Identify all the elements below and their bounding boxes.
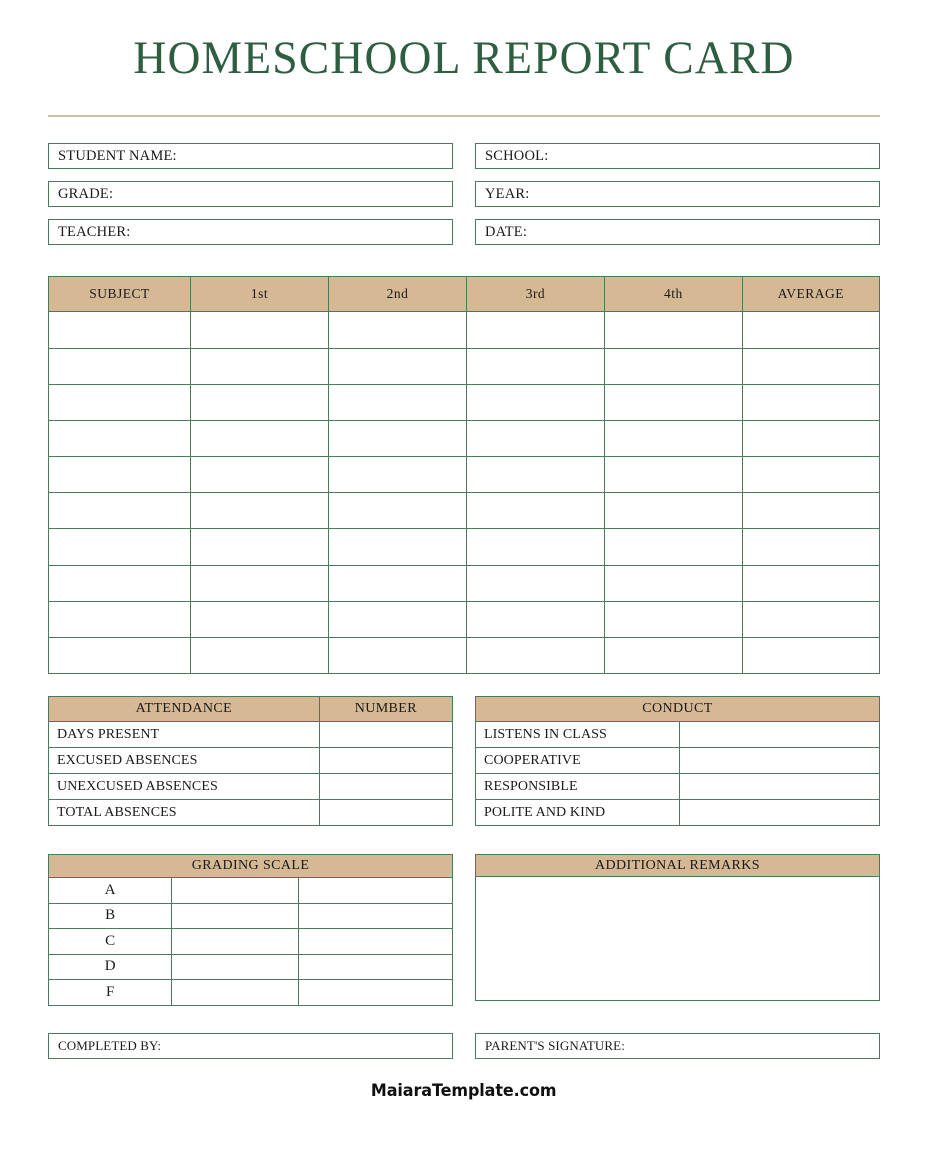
table-row	[49, 493, 880, 529]
attendance-value-total-absences[interactable]	[319, 800, 452, 826]
table-row	[49, 529, 880, 565]
field-parent-signature[interactable]	[475, 1033, 880, 1059]
field-label-completed-by: COMPLETED BY:	[58, 1037, 162, 1053]
remarks-body-row	[476, 877, 880, 1001]
grades-cell[interactable]	[191, 529, 329, 565]
conduct-value-cooperative[interactable]	[680, 748, 880, 774]
grading-scale-letter-b: B	[49, 903, 172, 929]
grades-cell[interactable]	[604, 565, 742, 601]
grades-body	[49, 312, 880, 674]
attendance-table	[48, 696, 453, 826]
table-row	[49, 980, 453, 1006]
attendance-header-label: ATTENDANCE	[49, 697, 320, 722]
grades-cell[interactable]	[49, 384, 191, 420]
field-label-school: SCHOOL:	[485, 147, 549, 164]
grades-cell[interactable]	[329, 457, 467, 493]
grades-cell[interactable]	[604, 384, 742, 420]
table-row	[49, 954, 453, 980]
attendance-label-excused-absences: EXCUSED ABSENCES	[49, 748, 320, 774]
grades-cell[interactable]	[191, 348, 329, 384]
grades-cell[interactable]	[742, 348, 879, 384]
table-row	[49, 565, 880, 601]
table-row	[49, 774, 453, 800]
title-divider	[48, 115, 880, 117]
grades-cell[interactable]	[191, 565, 329, 601]
grading-scale-letter-f: F	[49, 980, 172, 1006]
grades-cell[interactable]	[604, 601, 742, 637]
grades-cell[interactable]	[329, 529, 467, 565]
table-row	[476, 774, 880, 800]
conduct-label-polite-and-kind: POLITE AND KIND	[476, 800, 680, 826]
conduct-table	[475, 696, 880, 826]
grades-cell[interactable]	[742, 312, 879, 348]
grades-cell[interactable]	[191, 312, 329, 348]
grades-cell[interactable]	[604, 493, 742, 529]
attendance-header-number: NUMBER	[319, 697, 452, 722]
conduct-header: CONDUCT	[476, 697, 880, 722]
grades-cell[interactable]	[604, 420, 742, 456]
table-row	[49, 878, 453, 904]
additional-remarks-input[interactable]	[476, 877, 880, 1001]
table-row	[49, 903, 453, 929]
field-label-date: DATE:	[485, 223, 528, 240]
grades-cell[interactable]	[742, 529, 879, 565]
grading-scale-b-col3[interactable]	[299, 903, 453, 929]
scale-remarks-section	[48, 854, 880, 1006]
field-label-parent-signature: PARENT'S SIGNATURE:	[485, 1037, 625, 1053]
grades-cell[interactable]	[49, 348, 191, 384]
grades-cell[interactable]	[466, 457, 604, 493]
grades-header-row	[49, 277, 880, 312]
grading-scale-table	[48, 854, 453, 1006]
table-row	[49, 312, 880, 348]
table-row	[49, 601, 880, 637]
footer-brand: MaiaraTemplate.com	[371, 1080, 557, 1101]
grades-col-q4: 4th	[604, 277, 742, 312]
grades-cell[interactable]	[604, 457, 742, 493]
grades-cell[interactable]	[191, 420, 329, 456]
conduct-label-listens-in-class: LISTENS IN CLASS	[476, 722, 680, 748]
conduct-header-row	[476, 697, 880, 722]
table-row	[476, 748, 880, 774]
attendance-value-days-present[interactable]	[319, 722, 452, 748]
field-teacher[interactable]	[48, 219, 453, 245]
conduct-value-responsible[interactable]	[680, 774, 880, 800]
grading-scale-c-col3[interactable]	[299, 929, 453, 955]
table-row	[49, 929, 453, 955]
grades-cell[interactable]	[49, 601, 191, 637]
grades-cell[interactable]	[191, 493, 329, 529]
grades-cell[interactable]	[191, 457, 329, 493]
table-row	[49, 638, 880, 674]
grading-scale-header-row	[49, 855, 453, 878]
table-row	[49, 348, 880, 384]
grades-cell[interactable]	[742, 457, 879, 493]
grading-scale-letter-c: C	[49, 929, 172, 955]
grades-cell[interactable]	[191, 601, 329, 637]
grading-scale-f-col3[interactable]	[299, 980, 453, 1006]
grades-cell[interactable]	[742, 384, 879, 420]
grades-cell[interactable]	[191, 638, 329, 674]
grades-cell[interactable]	[742, 420, 879, 456]
table-row	[49, 748, 453, 774]
grades-cell[interactable]	[49, 312, 191, 348]
attendance-label-total-absences: TOTAL ABSENCES	[49, 800, 320, 826]
attendance-label-days-present: DAYS PRESENT	[49, 722, 320, 748]
grading-scale-letter-a: A	[49, 878, 172, 904]
grading-scale-f-col2[interactable]	[172, 980, 299, 1006]
conduct-value-listens-in-class[interactable]	[680, 722, 880, 748]
remarks-header-row	[476, 855, 880, 877]
table-row	[49, 420, 880, 456]
field-label-grade: GRADE:	[58, 185, 114, 202]
grades-col-q3: 3rd	[466, 277, 604, 312]
grading-scale-b-col2[interactable]	[172, 903, 299, 929]
grades-col-average: AVERAGE	[742, 277, 879, 312]
grades-cell[interactable]	[329, 384, 467, 420]
grades-cell[interactable]	[329, 638, 467, 674]
grades-cell[interactable]	[466, 601, 604, 637]
grades-cell[interactable]	[329, 348, 467, 384]
field-school[interactable]	[475, 143, 880, 169]
grading-scale-d-col2[interactable]	[172, 954, 299, 980]
grades-cell[interactable]	[329, 565, 467, 601]
field-completed-by[interactable]	[48, 1033, 453, 1059]
conduct-value-polite-and-kind[interactable]	[680, 800, 880, 826]
grades-cell[interactable]	[604, 312, 742, 348]
grades-cell[interactable]	[466, 638, 604, 674]
additional-remarks-table	[475, 854, 880, 1001]
field-year[interactable]	[475, 181, 880, 207]
grades-cell[interactable]	[49, 420, 191, 456]
table-row	[49, 722, 453, 748]
grades-cell[interactable]	[466, 420, 604, 456]
grades-cell[interactable]	[466, 529, 604, 565]
grades-col-q1: 1st	[191, 277, 329, 312]
grades-cell[interactable]	[329, 601, 467, 637]
grades-cell[interactable]	[329, 312, 467, 348]
grading-scale-c-col2[interactable]	[172, 929, 299, 955]
field-grade[interactable]	[48, 181, 453, 207]
field-label-year: YEAR:	[485, 185, 530, 202]
grades-cell[interactable]	[742, 638, 879, 674]
grading-scale-header: GRADING SCALE	[49, 855, 453, 878]
table-row	[49, 384, 880, 420]
grades-cell[interactable]	[49, 529, 191, 565]
field-student-name[interactable]	[48, 143, 453, 169]
grades-cell[interactable]	[466, 348, 604, 384]
field-date[interactable]	[475, 219, 880, 245]
grading-scale-letter-d: D	[49, 954, 172, 980]
grades-cell[interactable]	[49, 457, 191, 493]
grading-scale-d-col3[interactable]	[299, 954, 453, 980]
grades-section	[48, 276, 880, 674]
student-info-section	[48, 143, 880, 245]
grades-col-subject: SUBJECT	[49, 277, 191, 312]
grades-cell[interactable]	[742, 601, 879, 637]
grades-cell[interactable]	[329, 420, 467, 456]
attendance-conduct-section	[48, 696, 880, 826]
grades-cell[interactable]	[49, 565, 191, 601]
signature-section	[48, 1033, 880, 1059]
grades-cell[interactable]	[742, 493, 879, 529]
grades-cell[interactable]	[191, 384, 329, 420]
field-label-teacher: TEACHER:	[58, 223, 131, 240]
title-block	[48, 0, 880, 83]
table-row	[49, 457, 880, 493]
grades-cell[interactable]	[742, 565, 879, 601]
grades-cell[interactable]	[604, 638, 742, 674]
attendance-label-unexcused-absences: UNEXCUSED ABSENCES	[49, 774, 320, 800]
grades-cell[interactable]	[466, 384, 604, 420]
field-label-student-name: STUDENT NAME:	[58, 147, 177, 164]
grades-cell[interactable]	[49, 493, 191, 529]
page-title: HOMESCHOOL REPORT CARD	[133, 32, 795, 84]
conduct-label-responsible: RESPONSIBLE	[476, 774, 680, 800]
grades-table	[48, 276, 880, 674]
grades-cell[interactable]	[604, 348, 742, 384]
attendance-header-row	[49, 697, 453, 722]
grading-scale-a-col3[interactable]	[299, 878, 453, 904]
grades-cell[interactable]	[466, 312, 604, 348]
attendance-value-unexcused-absences[interactable]	[319, 774, 452, 800]
grades-cell[interactable]	[329, 493, 467, 529]
table-row	[476, 800, 880, 826]
grades-cell[interactable]	[466, 565, 604, 601]
grades-cell[interactable]	[466, 493, 604, 529]
grades-col-q2: 2nd	[329, 277, 467, 312]
conduct-label-cooperative: COOPERATIVE	[476, 748, 680, 774]
grades-cell[interactable]	[49, 638, 191, 674]
attendance-value-excused-absences[interactable]	[319, 748, 452, 774]
additional-remarks-header: ADDITIONAL REMARKS	[476, 855, 880, 877]
footer	[48, 1081, 880, 1101]
grades-cell[interactable]	[604, 529, 742, 565]
grading-scale-a-col2[interactable]	[172, 878, 299, 904]
table-row	[476, 722, 880, 748]
table-row	[49, 800, 453, 826]
